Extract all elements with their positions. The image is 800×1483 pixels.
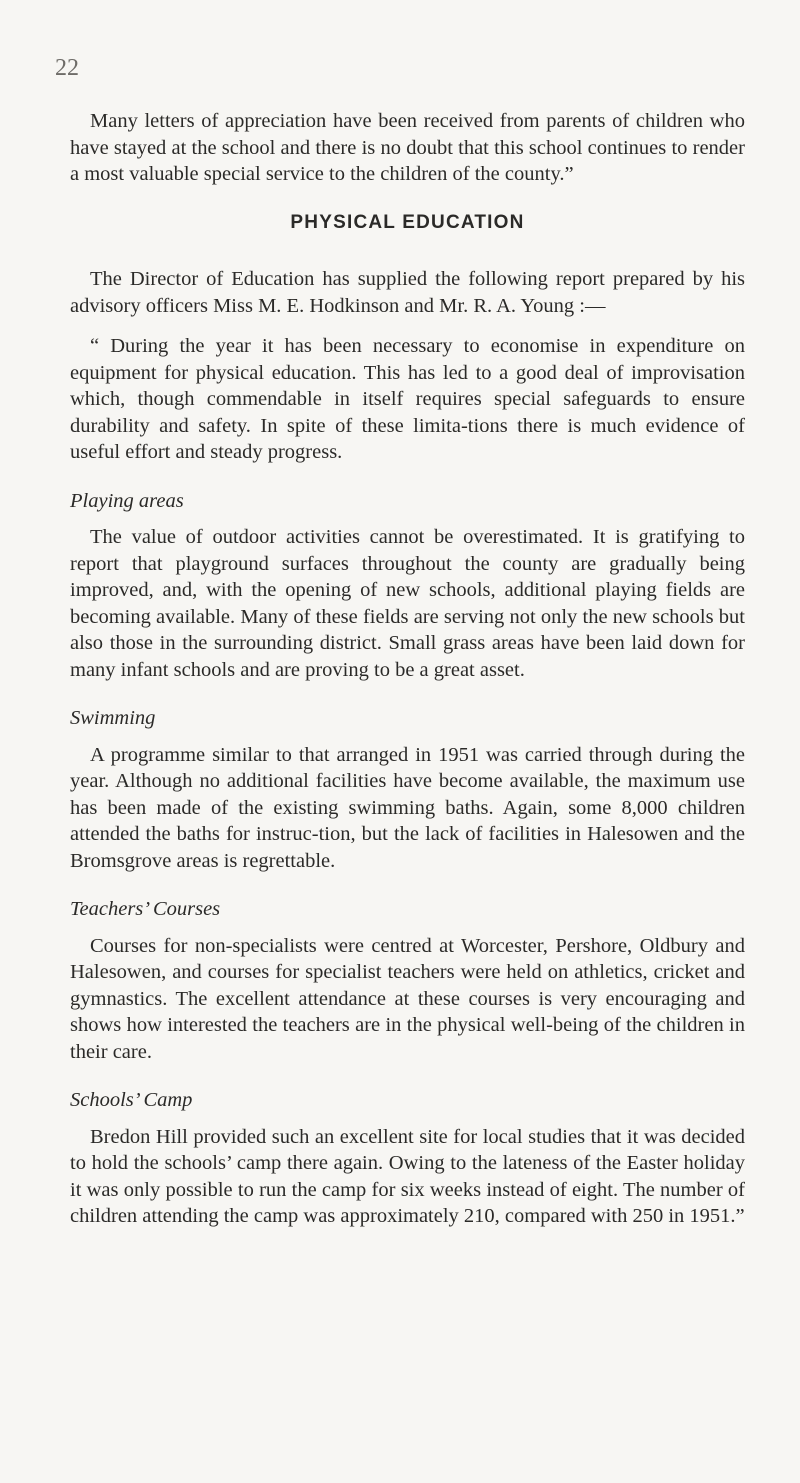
subsection-swimming [70,705,745,874]
subheading-schools-camp: Schools’ Camp [70,1089,193,1111]
subheading-swimming: Swimming [70,707,156,729]
paragraph-playing-areas: The value of outdoor activities cannot be overestimated. It is gratifying to report that playground surfaces throughout the county are gradually being improved, and, with the opening of new schools, additional playing fields are becoming available. Many of these fields are serving not only the new schools but also those in the surrounding district. Small grass areas have been laid down for many infant schools and are proving to be a great asset. [70,526,745,681]
page-number: 22 [55,55,79,81]
opening-paragraph: Many letters of appreciation have been received from parents of children who have stayed at the school and there is no doubt that this school continues to render a most valuable special service to the children of the county.” [70,110,745,185]
paragraph-swimming: A programme similar to that arranged in 1951 was carried through during the year. Although no additional facilities have become available, the maximum use has been made of the existing swimming baths. Again, some 8,000 children attended the baths for instruc-tion, but the lack of facilities in Halesowen and the Bromsgrove areas is regrettable. [70,743,745,872]
section-intro: The Director of Education has supplied the following report prepared by his advisory officers Miss M. E. Hodkinson and Mr. R. A. Young :— [70,268,745,317]
subsection-teachers-courses [70,896,745,1065]
subheading-playing-areas: Playing areas [70,489,184,512]
subsection-playing-areas [70,488,745,684]
document-body [70,108,745,1230]
subsection-schools-camp [70,1087,745,1230]
report-intro: “ During the year it has been necessary to economise in expenditure on equipment for physical education. This has led to a good deal of improvisation which, though commendable in itself requires special safeguards to ensure durability and safety. In spite of these limita-tions there is much evidence of useful effort and steady progress. [70,335,745,463]
section-title: PHYSICAL EDUCATION [290,211,525,233]
subheading-teachers-courses: Teachers’ Courses [70,898,221,920]
paragraph-schools-camp: Bredon Hill provided such an excellent site for local studies that it was decided to hold the schools’ camp there again. Owing to the lateness of the Easter holiday it was only possible to run the camp for six weeks instead of eight. The number of children attending the camp was approximately 210, compared with 250 in 1951.” [70,1125,745,1227]
paragraph-teachers-courses: Courses for non-specialists were centred at Worcester, Pershore, Oldbury and Halesowen, and courses for specialist teachers were held on athletics, cricket and gymnastics. The excellent attendance at these courses is very encouraging and shows how interested the teachers are in the physical well-being of the children in their care. [70,934,745,1063]
